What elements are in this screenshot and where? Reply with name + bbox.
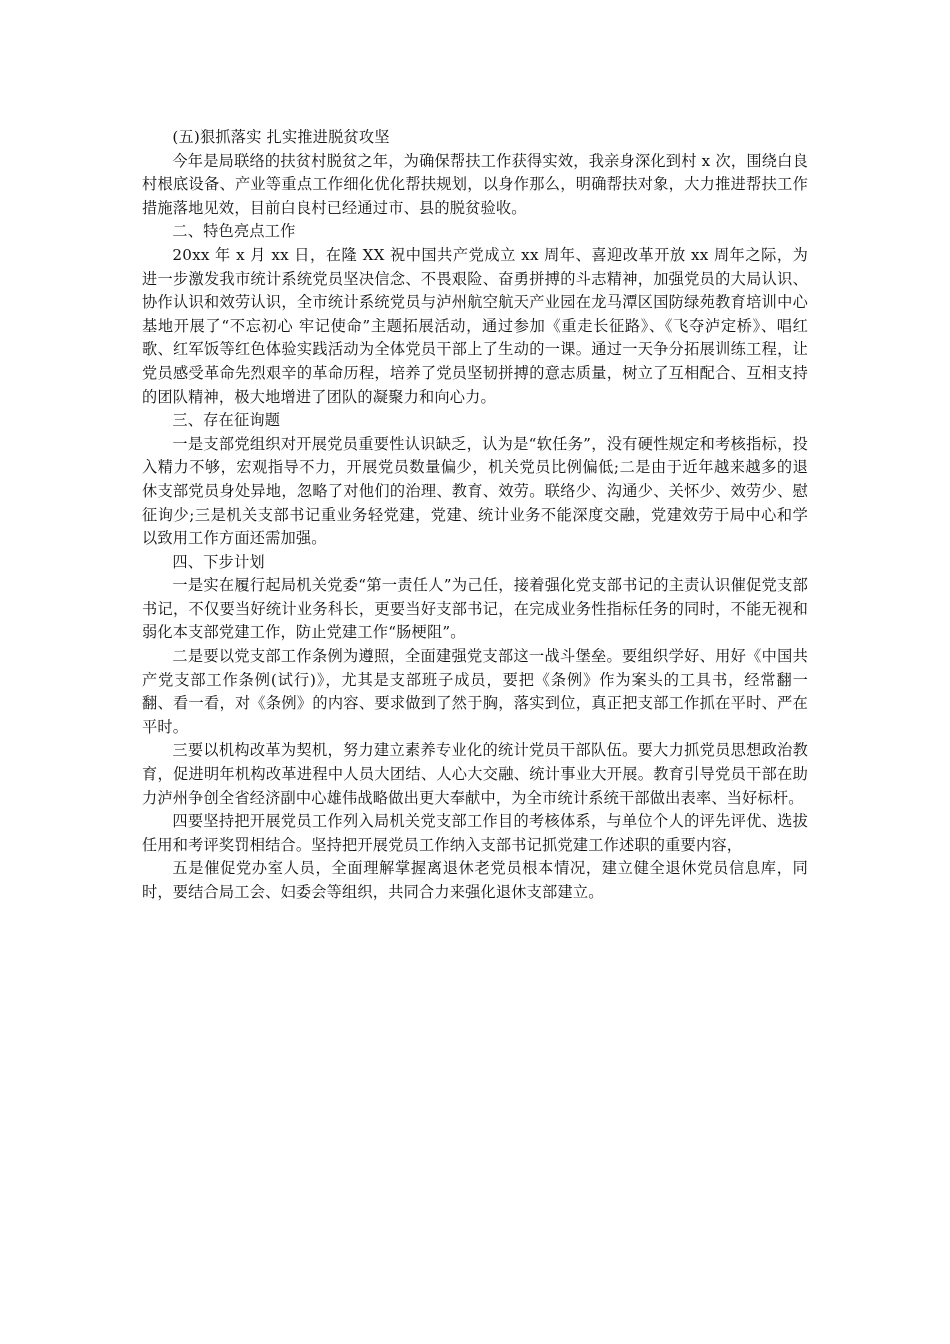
paragraph-plan-3: 三要以机构改革为契机，努力建立素养专业化的统计党员干部队伍。要大力抓党员思想政治教育，促进明年机构改革进程中人员大团结、人心大交融、统计事业大开展。教育引导党员干部在助力泸州争创全省经济副中心雄伟战略做出更大奉献中，为全市统计系统干部做出表率、当好标杆。 [142,741,808,807]
paragraph-plan-5: 五是催促党办室人员，全面理解掌握离退休老党员根本情况，建立健全退休党员信息库，同时，要结合局工会、妇委会等组织，共同合力来强化退休支部建立。 [142,859,808,901]
paragraph-problems: 一是支部党组织对开展党员重要性认识缺乏，认为是“软任务”，没有硬性规定和考核指标，投入精力不够，宏观指导不力，开展党员数量偏少，机关党员比例偏低;二是由于近年越来越多的退休支部党员身处异地，忽略了对他们的治理、教育、效劳。联络少、沟通少、关怀少、效劳少、慰征询少;三是机关支部书记重业务轻党建，党建、统计业务不能深度交融，党建效劳于局中心和学以致用工作方面还需加强。 [142,434,808,548]
section-heading-highlights: 二、特色亮点工作 [172,222,296,241]
paragraph-plan-1: 一是实在履行起局机关党委“第一责任人”为己任，接着强化党支部书记的主责认识催促党支部书记，不仅要当好统计业务科长，更要当好支部书记，在完成业务性指标任务的同时，不能无视和弱化本支部党建工作，防止党建工作“肠梗阻”。 [142,576,808,642]
section-heading-next-plan: 四、下步计划 [172,552,265,571]
paragraph-poverty: 今年是局联络的扶贫村脱贫之年，为确保帮扶工作获得实效，我亲身深化到村 x 次，围绕白良村根底设备、产业等重点工作细化优化帮扶规划，以身作那么，明确帮扶对象，大力推进帮扶工作措施落地见效，目前白良村已经通过市、县的脱贫验收。 [142,151,808,217]
section-heading-problems: 三、存在征询题 [172,411,281,430]
paragraph-plan-2: 二是要以党支部工作条例为遵照，全面建强党支部这一战斗堡垒。要组织学好、用好《中国共产党支部工作条例(试行)》，尤其是支部班子成员，要把《条例》作为案头的工具书，经常翻一翻、看一看，对《条例》的内容、要求做到了然于胸，落实到位，真正把支部工作抓在平时、严在平时。 [142,647,808,736]
paragraph-plan-4: 四要坚持把开展党员工作列入局机关党支部工作目的考核体系，与单位个人的评先评优、选拔任用和考评奖罚相结合。坚持把开展党员工作纳入支部书记抓党建工作述职的重要内容， [142,812,808,854]
document-page [142,126,808,905]
paragraph-highlights: 20xx 年 x 月 xx 日，在隆 XX 祝中国共产党成立 xx 周年、喜迎改革开放 xx 周年之际，为进一步激发我市统计系统党员坚决信念、不畏艰险、奋勇拼搏的斗志精神，加强党员的大局认识、协作认识和效劳认识，全市统计系统党员与泸州航空航天产业园在龙马潭区国防绿苑教育培训中心基地开展了“不忘初心 牢记使命”主题拓展活动，通过参加《重走长征路》、《飞夺泸定桥》、唱红歌、红军饭等红色体验实践活动为全体党员干部上了生动的一课。通过一天争分拓展训练工程，让党员感受革命先烈艰辛的革命历程，培养了党员坚韧拼搏的意志质量，树立了互相配合、互相支持的团队精神，极大地增进了团队的凝聚力和向心力。 [142,245,808,406]
section-heading-poverty: (五)狠抓落实 扎实推进脱贫攻坚 [172,128,390,146]
